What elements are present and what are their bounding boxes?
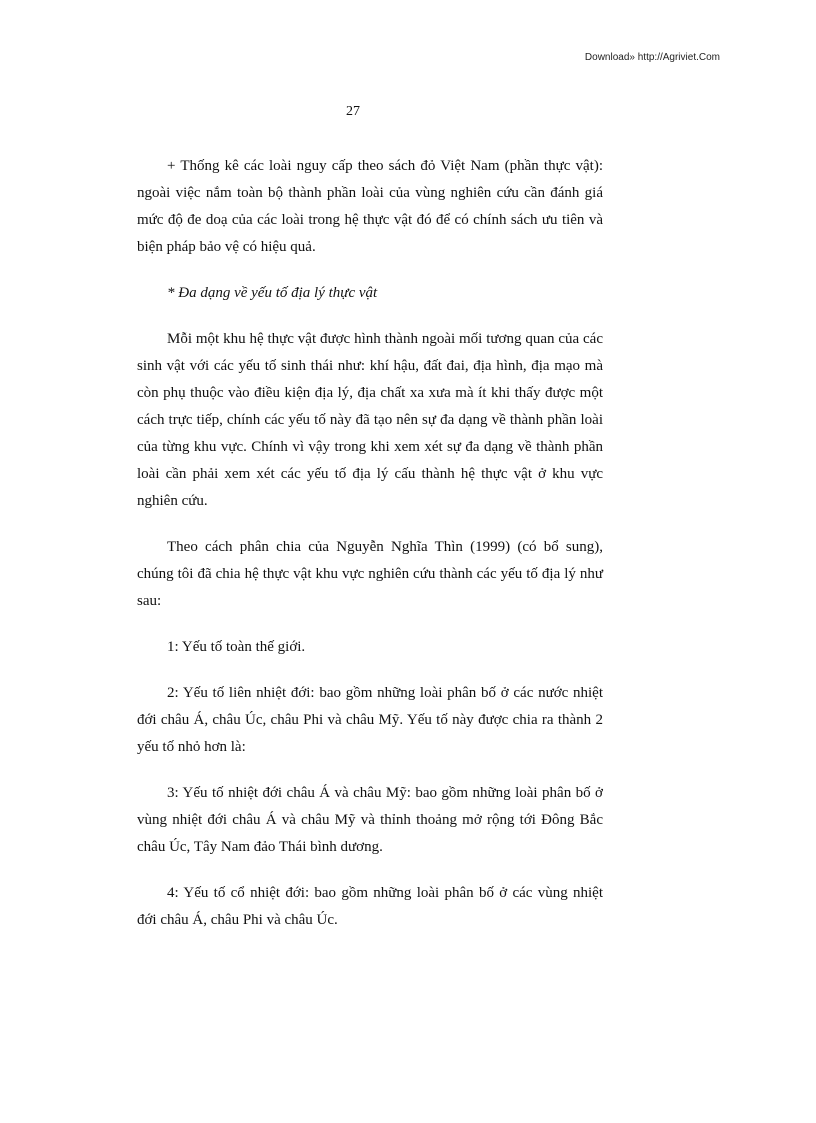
list-item-element-1: 1: Yếu tố toàn thế giới. [167, 639, 306, 655]
download-watermark[interactable]: Download» http://Agriviet.Com [584, 52, 720, 63]
list-item-element-2: 2: Yếu tố liên nhiệt đới: bao gồm những loài phân bố ở các nước nhiệt đới châu Á, châu Úc, châu Phi và châu Mỹ. Yếu tố này được chia ra thành 2 yếu tố nhỏ hơn là: [137, 685, 603, 755]
body-text [137, 153, 603, 953]
paragraph-flora-formation: Mỗi một khu hệ thực vật được hình thành ngoài mối tương quan của các sinh vật với các yếu tố sinh thái như: khí hậu, đất đai, địa hình, địa mạo mà còn phụ thuộc vào điều kiện địa lý, địa chất xa xưa mà ít khi thấy được một cách trực tiếp, chính các yếu tố này đã tạo nên sự đa dạng về thành phần loài của từng khu vực. Chính vì vậy trong khi xem xét sự đa dạng về thành phần loài cần phải xem xét các yếu tố địa lý cấu thành hệ thực vật ở khu vực nghiên cứu. [137, 331, 603, 509]
paragraph-classification-method: Theo cách phân chia của Nguyễn Nghĩa Thìn (1999) (có bổ sung), chúng tôi đã chia hệ thực vật khu vực nghiên cứu thành các yếu tố địa lý như sau: [137, 539, 603, 609]
section-heading-geographic-elements: * Đa dạng về yếu tố địa lý thực vật [167, 285, 378, 301]
page-number: 27 [346, 104, 360, 119]
list-item-element-4: 4: Yếu tố cổ nhiệt đới: bao gồm những loài phân bố ở các vùng nhiệt đới châu Á, châu Phi và châu Úc. [137, 885, 603, 928]
paragraph-endangered-species: + Thống kê các loài nguy cấp theo sách đỏ Việt Nam (phần thực vật): ngoài việc nắm toàn bộ thành phần loài của vùng nghiên cứu cần đánh giá mức độ đe doạ của các loài trong hệ thực vật đó để có chính sách ưu tiên và biện pháp bảo vệ có hiệu quả. [137, 158, 603, 255]
list-item-element-3: 3: Yếu tố nhiệt đới châu Á và châu Mỹ: bao gồm những loài phân bố ở vùng nhiệt đới châu Á và châu Mỹ và thỉnh thoảng mở rộng tới Đông Bắc châu Úc, Tây Nam đảo Thái bình dương. [137, 785, 603, 855]
